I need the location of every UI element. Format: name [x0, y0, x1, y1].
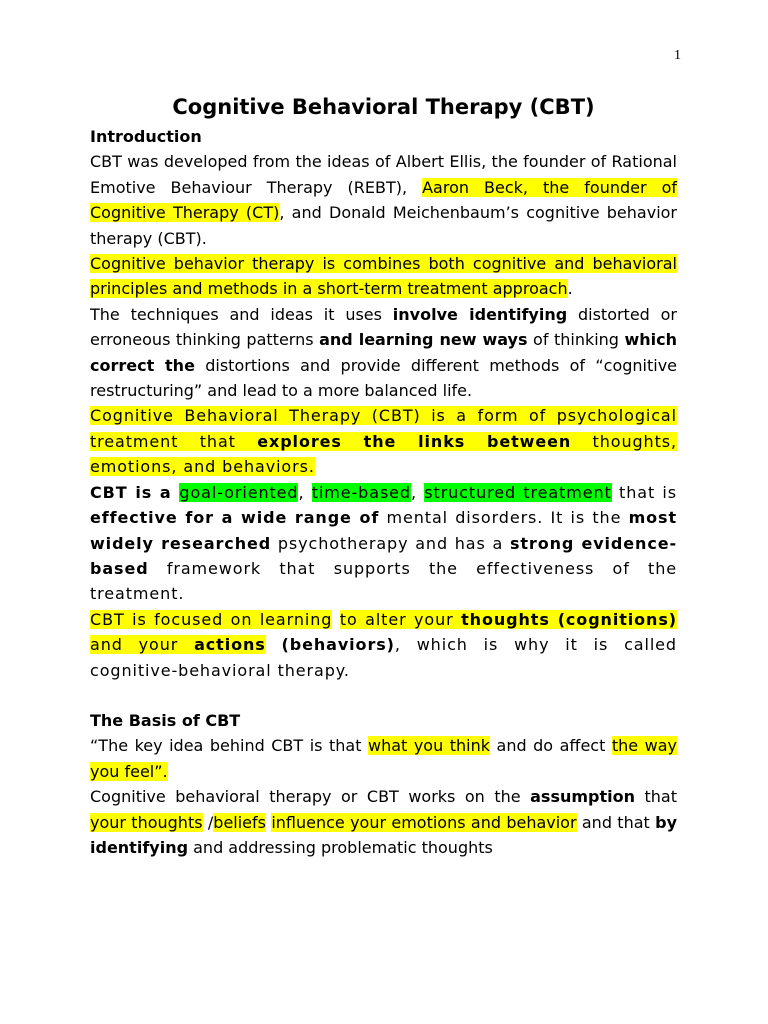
highlighted-text: Aaron Beck, the founder of Cognitive Therapy (CT) — [90, 177, 677, 223]
text-run — [266, 635, 282, 654]
text-run: and that — [576, 812, 656, 832]
bold-text: most widely researched — [90, 508, 677, 553]
text-run: that — [635, 787, 678, 807]
text-run: The techniques and ideas it uses — [90, 304, 393, 324]
highlighted-text: beliefs — [213, 812, 266, 832]
intro-paragraph-6 — [90, 607, 677, 683]
highlighted-text: CBT is focused on learning — [90, 609, 333, 629]
bold-text: strong evidence-based — [90, 533, 677, 578]
bold-text: by identifying — [90, 812, 678, 857]
highlighted-text: thoughts (cognitions) — [461, 609, 677, 629]
highlighted-text: influence your emotions and behavior — [271, 812, 577, 832]
text-run: distorted or erroneous thinking patterns — [90, 304, 678, 350]
bold-text: CBT is a — [90, 482, 180, 502]
text-run: framework that supports the effectiveness of the treatment. — [90, 558, 677, 604]
text-run: , — [410, 482, 425, 502]
highlighted-text: actions — [194, 635, 266, 655]
text-run — [332, 610, 339, 629]
text-run: . — [567, 279, 573, 299]
text-run: CBT was developed from the ideas of Albert Ellis, the founder of Rational Emotive Behaviour Therapy (REBT), — [90, 152, 677, 197]
page-number: 1 — [674, 48, 681, 63]
bold-text: (behaviors) — [281, 635, 395, 655]
bold-text: involve identifying — [392, 304, 568, 324]
highlighted-text: your thoughts — [90, 812, 203, 832]
highlighted-text: goal-oriented — [179, 482, 299, 502]
text-run: of thinking — [527, 330, 625, 350]
text-run: that is — [611, 482, 677, 502]
section-spacer — [90, 683, 677, 708]
intro-paragraph-3 — [90, 302, 677, 404]
text-run: Cognitive behavioral therapy or CBT works on the — [90, 787, 531, 807]
section-heading-basis: The Basis of CBT — [90, 710, 241, 730]
bold-text: effective for a wide range of — [90, 508, 380, 528]
text-run: “The key idea behind CBT is that — [90, 736, 368, 756]
highlighted-text: structured treatment — [424, 482, 612, 502]
text-run: , and Donald Meichenbaum’s cognitive behavior therapy (CBT). — [90, 203, 678, 248]
intro-paragraph-4 — [90, 403, 677, 479]
text-run: and addressing problematic thoughts — [188, 837, 493, 857]
highlighted-text: Cognitive behavior therapy is combines both cognitive and behavioral principles and methods in a short-term treatment approach — [90, 254, 677, 299]
highlighted-text: the way you feel”. — [90, 736, 678, 781]
bold-text: and learning new ways — [319, 330, 528, 350]
intro-paragraph-2 — [90, 251, 677, 302]
text-run: , which is why it is called cognitive-behavioral therapy. — [90, 635, 677, 680]
highlighted-text: explores the links between — [257, 431, 572, 451]
basis-paragraph-2 — [90, 784, 677, 860]
text-run: , — [298, 482, 312, 502]
text-run: and do affect — [490, 736, 612, 756]
text-run: psychotherapy and has a — [271, 533, 510, 553]
bold-text: assumption — [530, 787, 635, 807]
intro-paragraph-1 — [90, 149, 677, 251]
bold-text: which correct the — [90, 330, 678, 375]
document-body — [90, 92, 677, 860]
text-run: distortions and provide different methods of “cognitive restructuring” and lead to a more balanced life. — [90, 355, 678, 401]
section-heading-introduction: Introduction — [90, 127, 202, 146]
highlighted-text: to alter your — [339, 609, 462, 629]
highlighted-text: what you think — [368, 736, 491, 756]
text-run: / — [202, 812, 214, 832]
basis-paragraph-1 — [90, 733, 677, 784]
highlighted-text: thoughts, emotions, and behaviors. — [90, 431, 677, 477]
highlighted-text: time-based — [311, 482, 411, 502]
highlighted-text: and your — [90, 635, 195, 655]
intro-paragraph-5 — [90, 480, 677, 607]
document-title: Cognitive Behavioral Therapy (CBT) — [172, 95, 595, 119]
highlighted-text: Cognitive Behavioral Therapy (CBT) is a form of psychological treatment that — [90, 406, 677, 451]
text-run: mental disorders. It is the — [379, 508, 629, 528]
